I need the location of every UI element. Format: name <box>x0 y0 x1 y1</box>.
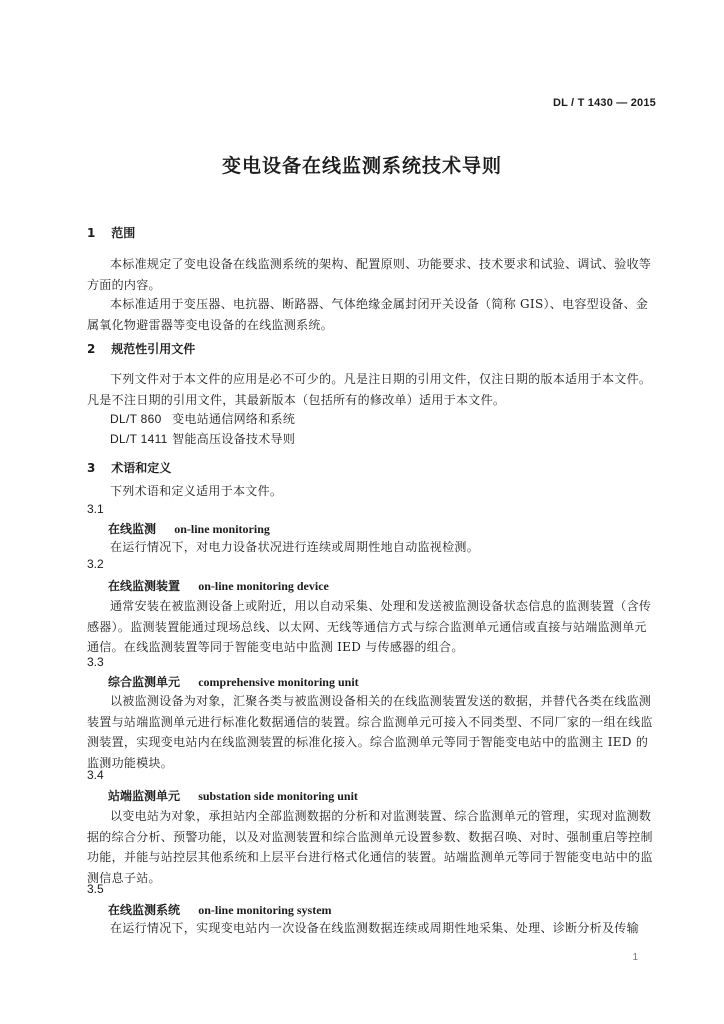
term-english: comprehensive monitoring unit <box>198 675 359 689</box>
clause-number: 3.1 <box>87 502 104 516</box>
scope-paragraph: 本标准适用于变压器、电抗器、断路器、气体绝缘金属封闭开关设备（简称 GIS）、电容型设备、金属氧化物避雷器等变电设备的在线监测系统。 <box>87 297 649 332</box>
clause-number: 3.2 <box>87 557 104 571</box>
term-chinese: 在线监测系统 <box>108 903 181 917</box>
term-english: substation side monitoring unit <box>198 789 358 803</box>
term-english: on-line monitoring <box>174 522 270 536</box>
section-title: 规范性引用文件 <box>111 342 196 356</box>
reference-title: 变电站通信网络和系统 <box>172 412 296 426</box>
page-number: 1 <box>632 952 638 963</box>
section-2-heading <box>87 340 195 357</box>
clause-number: 3.5 <box>87 882 104 896</box>
clause-number: 3.3 <box>87 655 104 669</box>
section-1-heading <box>87 224 135 241</box>
section-3-heading <box>87 459 171 476</box>
term-chinese: 在线监测装置 <box>108 579 181 593</box>
term-heading <box>108 901 332 918</box>
term-definition: 通常安装在被监测设备上或附近，用以自动采集、处理和发送被监测设备状态信息的监测装置（含传感器）。监测装置能通过现场总线、以太网、无线等通信方式与综合监测单元通信或直接与站端监测单元通信。在线监测装置等同于智能变电站中监测 IED 与传感器的组合。 <box>87 599 652 654</box>
section-title: 范围 <box>111 226 136 240</box>
term-english: on-line monitoring device <box>198 579 329 593</box>
reference-code: DL/T 1411 <box>110 432 168 446</box>
reference-item <box>110 430 295 447</box>
clause-number: 3.4 <box>87 768 104 782</box>
term-chinese: 在线监测 <box>108 522 157 536</box>
reference-code: DL/T 860 <box>110 412 162 426</box>
standard-code: DL / T 1430 — 2015 <box>552 97 656 109</box>
term-definition: 在运行情况下，实现变电站内一次设备在线监测数据连续或周期性地采集、处理、诊断分析及传输 <box>110 921 639 935</box>
section-number: 3 <box>87 461 96 475</box>
term-heading <box>108 787 358 804</box>
terms-intro-paragraph: 下列术语和定义适用于本文件。 <box>110 484 283 498</box>
term-heading <box>108 520 270 537</box>
section-number: 1 <box>87 226 96 240</box>
reference-title: 智能高压设备技术导则 <box>172 432 296 446</box>
term-heading <box>108 577 329 594</box>
page-title: 变电设备在线监测系统技术导则 <box>221 155 502 177</box>
section-title: 术语和定义 <box>111 461 172 475</box>
term-english: on-line monitoring system <box>198 903 332 917</box>
term-definition: 以被监测设备为对象，汇聚各类与被监测设备相关的在线监测装置发送的数据，并替代各类在线监测装置与站端监测单元进行标准化数据通信的装置。综合监测单元可接入不同类型、不同厂家的一组在线监测装置，实现变电站内在线监测装置的标准化接入。综合监测单元等同于智能变电站中的监测主 IED 的监测功能模块。 <box>87 694 653 770</box>
scope-paragraph: 本标准规定了变电设备在线监测系统的架构、配置原则、功能要求、技术要求和试验、调试、验收等方面的内容。 <box>87 257 652 292</box>
term-chinese: 综合监测单元 <box>108 675 181 689</box>
term-definition: 在运行情况下，对电力设备状况进行连续或周期性地自动监视检测。 <box>110 540 480 554</box>
term-heading <box>108 673 359 690</box>
references-paragraph: 下列文件对于本文件的应用是必不可少的。凡是注日期的引用文件，仅注日期的版本适用于本文件。凡是不注日期的引用文件，其最新版本（包括所有的修改单）适用于本文件。 <box>87 372 652 407</box>
term-definition: 以变电站为对象，承担站内全部监测数据的分析和对监测装置、综合监测单元的管理，实现对监测数据的综合分析、预警功能，以及对监测装置和综合监测单元设置参数、数据召唤、对时、强制重启等控制功能，并能与站控层其他系统和上层平台进行格式化通信的装置。站端监测单元等同于智能变电站中的监测信息子站。 <box>87 809 653 885</box>
section-number: 2 <box>87 342 96 356</box>
term-chinese: 站端监测单元 <box>108 789 181 803</box>
reference-item <box>110 410 295 427</box>
